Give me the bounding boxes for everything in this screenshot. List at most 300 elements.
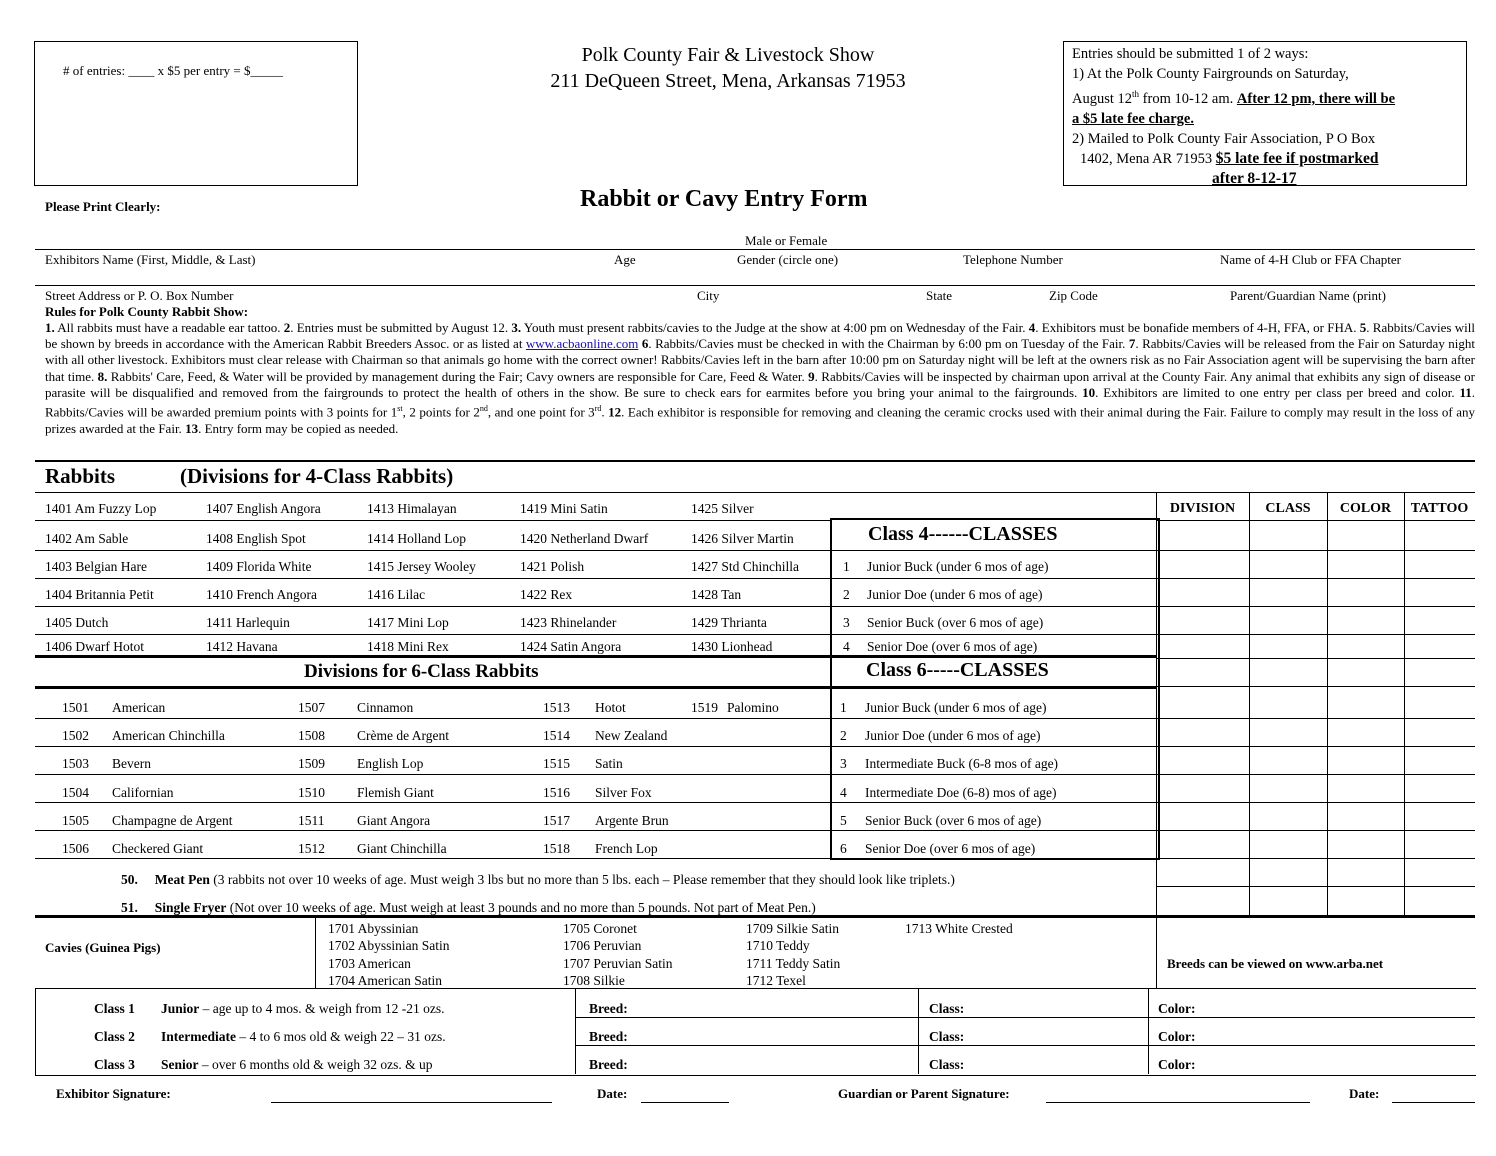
- entry-grid-cell[interactable]: [1157, 887, 1248, 914]
- grid-header-color: COLOR: [1339, 501, 1392, 516]
- six-class-row-rule: [35, 746, 830, 747]
- fair-address: 211 DeQueen Street, Mena, Arkansas 71953: [550, 70, 906, 92]
- single-fryer-name: Single Fryer: [154, 900, 227, 915]
- rules-text-part: All rabbits must have a readable ear tattoo.: [54, 320, 284, 335]
- class4-row-rule: [830, 634, 1156, 635]
- cavy-class-desc-row: [161, 1029, 446, 1045]
- breed-row-rule: [35, 606, 830, 607]
- breed-6class-code: 1510: [298, 785, 325, 800]
- class6-heading: Class 6-----CLASSES: [866, 659, 1049, 681]
- male-female-option[interactable]: Male or Female: [745, 233, 828, 248]
- class4-row-rule: [830, 550, 1156, 551]
- class6-number: 6: [840, 841, 847, 856]
- entry-grid-cell[interactable]: [1157, 831, 1248, 857]
- breed-4class: 1404 Britannia Petit: [45, 587, 154, 602]
- breed-6class-name: Champagne de Argent: [112, 813, 233, 828]
- rules-text-part: . Entry form may be copied as needed.: [198, 420, 399, 436]
- cavy-class-desc-row: [161, 1001, 444, 1017]
- breed-6class-code: 1508: [298, 728, 325, 743]
- breed-4class: 1414 Holland Lop: [367, 531, 466, 546]
- entry-grid-cell[interactable]: [1250, 687, 1326, 717]
- class6-label: Intermediate Doe (6-8) mos of age): [865, 785, 1057, 800]
- breed-6class-code: 1503: [62, 756, 89, 771]
- breed-row-rule: [35, 550, 830, 551]
- meat-pen-desc: (3 rabbits not over 10 weeks of age. Must weigh 3 lbs but no more than 5 lbs. each – Please remember that they should look like triplets.): [209, 872, 955, 887]
- class6-number: 4: [840, 785, 847, 800]
- date1-line[interactable]: [641, 1102, 729, 1103]
- submission-way2-a: 2) Mailed to Polk County Fair Association, P O Box: [1072, 130, 1376, 147]
- breed-6class-code: 1518: [543, 841, 570, 856]
- field-telephone[interactable]: Telephone Number: [963, 252, 1063, 267]
- breed-4class: 1411 Harlequin: [206, 615, 290, 630]
- rules-text-part: . Rabbits/Cavies will be released from the Fair on Saturday night with all other livestock. Exhibitors must clear release with Chairman so that animals go home with the correct owner! Rabbits/Cavies left in the barn after 10:00 pm on Saturday night will be left at the owners risk as no Fair Association agent will be supervising the barn after that time.: [45, 336, 1475, 384]
- cavy-breed-field[interactable]: Breed:: [589, 1029, 628, 1044]
- breed-4class: 1409 Florida White: [206, 559, 312, 574]
- entry-grid-cell[interactable]: [1328, 859, 1403, 885]
- rules-text-part: 8.: [97, 368, 108, 384]
- submission-way1-date: August 12: [1072, 90, 1133, 107]
- field-city[interactable]: City: [697, 288, 720, 303]
- rules-text-part: Youth must present rabbits/cavies to the Judge at the show at 4:00 pm on Wednesday of the Fair.: [521, 320, 1029, 335]
- cavy-class-divider-1: [575, 988, 576, 1074]
- date2-line[interactable]: [1392, 1102, 1475, 1103]
- submission-way1-b: [1072, 84, 1460, 109]
- entry-grid-cell[interactable]: [1157, 521, 1248, 549]
- entry-grid-cell[interactable]: [1328, 887, 1403, 914]
- cavy-color-field[interactable]: Color:: [1158, 1029, 1196, 1044]
- grid-header-division: DIVISION: [1169, 501, 1236, 516]
- entry-grid-cell[interactable]: [1250, 607, 1326, 633]
- entry-grid-cell[interactable]: [1328, 579, 1403, 605]
- breed-6class-code: 1509: [298, 756, 325, 771]
- cavy-breed: 1710 Teddy: [746, 938, 810, 954]
- breed-6class-name: Californian: [112, 785, 174, 800]
- cavy-class-divider-3: [1148, 988, 1149, 1074]
- field-state[interactable]: State: [926, 288, 952, 303]
- breed-4class: 1415 Jersey Wooley: [367, 559, 476, 574]
- submission-way2-b: [1072, 149, 1460, 169]
- rules-text-part: . Each exhibitor is responsible for removing and cleaning the ceramic crocks used with their animal during the Fair. Failure to comply may result in the loss of any prizes awarded at the Fair.: [45, 404, 1476, 436]
- rules-text-part: . Rabbits/Cavies must be checked in with the Chairman by 6:00 pm on Tuesday of the Fair.: [648, 336, 1129, 352]
- rabbits-heading: Rabbits: [45, 464, 116, 488]
- submission-way1-time: from 10-12 am.: [1139, 90, 1237, 107]
- rules-text-part: rd: [594, 404, 602, 414]
- date2-label: Date:: [1349, 1086, 1380, 1101]
- six-class-row-rule: [35, 802, 830, 803]
- class6-row-rule: [830, 774, 1156, 775]
- rules-text-part: 2: [283, 320, 291, 335]
- breed-4class: 1408 English Spot: [206, 531, 306, 546]
- cavy-breeds-note: Breeds can be viewed on www.arba.net: [1167, 956, 1384, 971]
- entry-grid-cell[interactable]: [1328, 803, 1403, 829]
- class6-number: 3: [840, 756, 847, 771]
- four-class-heading: (Divisions for 4-Class Rabbits): [180, 464, 454, 488]
- breed-4class: 1422 Rex: [520, 587, 573, 602]
- rules-text-part: . Rabbits/Cavies will be awarded premium points with 3 points for 1: [45, 384, 1476, 420]
- cavy-breed: 1706 Peruvian: [563, 938, 642, 954]
- breed-6class-name: Satin: [595, 756, 623, 771]
- entry-grid-cell[interactable]: [1328, 521, 1403, 549]
- entry-grid-cell[interactable]: [1250, 859, 1326, 885]
- entry-grid-cell[interactable]: [1405, 659, 1474, 685]
- class4-number: 3: [843, 615, 850, 630]
- breed-6class-name: American Chinchilla: [112, 728, 225, 743]
- entry-grid-cell[interactable]: [1328, 607, 1403, 633]
- class4-number: 4: [843, 639, 850, 654]
- breed-6class-name: Silver Fox: [595, 785, 652, 800]
- breed-6class-name: Checkered Giant: [112, 841, 204, 856]
- entry-grid-cell[interactable]: [1328, 775, 1403, 801]
- cavy-breed: 1713 White Crested: [905, 921, 1013, 936]
- class6-number: 2: [840, 728, 847, 743]
- breed-4class: 1413 Himalayan: [367, 501, 457, 516]
- class6-number: 1: [840, 700, 847, 715]
- breed-4class: 1430 Lionhead: [691, 639, 773, 654]
- breed-4class: 1401 Am Fuzzy Lop: [45, 501, 157, 516]
- class4-label: Senior Doe (over 6 mos of age): [867, 639, 1038, 654]
- print-clearly: Please Print Clearly:: [45, 199, 161, 214]
- entry-grid-cell[interactable]: [1157, 687, 1248, 717]
- meat-pen-number: 50.: [121, 872, 138, 887]
- cavy-breed: 1702 Abyssinian Satin: [328, 938, 450, 954]
- cavy-class-number: Class 1: [94, 1001, 135, 1016]
- rules-text-part: 4: [1028, 320, 1036, 335]
- entry-grid-cell[interactable]: [1328, 747, 1403, 773]
- entry-grid-cell[interactable]: [1405, 831, 1474, 857]
- meat-pen-name: Meat Pen: [154, 872, 210, 887]
- breed-6class-code: 1516: [543, 785, 570, 800]
- rabbits-top-rule: [35, 460, 1475, 462]
- class4-row-rule: [830, 578, 1156, 579]
- field-exhibitor-name[interactable]: Exhibitors Name (First, Middle, & Last): [45, 252, 256, 267]
- exhibitor-signature-label: Exhibitor Signature:: [56, 1086, 171, 1101]
- entry-grid-cell[interactable]: [1250, 579, 1326, 605]
- submission-info: [1072, 44, 1460, 189]
- exhibitor-signature-line[interactable]: [271, 1102, 552, 1103]
- guardian-signature-line[interactable]: [1046, 1102, 1310, 1103]
- class6-number: 5: [840, 813, 847, 828]
- cavy-breed: 1712 Texel: [746, 972, 806, 988]
- breed-4class: 1421 Polish: [520, 559, 585, 574]
- breed-row-rule: [35, 520, 830, 521]
- breed-6class-code: 1507: [298, 700, 325, 715]
- breed-4class: 1420 Netherland Dwarf: [520, 531, 649, 546]
- six-class-row-rule: [35, 830, 830, 831]
- form-title: Rabbit or Cavy Entry Form: [580, 186, 868, 212]
- cavy-class-desc: – age up to 4 mos. & weigh from 12 -21 ozs.: [199, 1001, 445, 1016]
- entry-grid-cell[interactable]: [1250, 521, 1326, 549]
- entry-grid-cell[interactable]: [1157, 607, 1248, 633]
- cavy-breed: 1709 Silkie Satin: [746, 921, 840, 936]
- breed-4class: 1406 Dwarf Hotot: [45, 639, 144, 654]
- submission-way1-sup: th: [1132, 89, 1140, 99]
- entry-grid-cell[interactable]: [1405, 803, 1474, 829]
- class4-heading: Class 4------CLASSES: [868, 523, 1058, 545]
- breed-4class: 1418 Mini Rex: [367, 639, 449, 654]
- breed-6class-code: 1502: [62, 728, 89, 743]
- breed-6class-code: 1504: [62, 785, 89, 800]
- rules-text-part: . Rabbits/Cavies will be shown by breeds in accordance with the American Rabbit Breeders Assoc. or as listed at: [45, 320, 1475, 352]
- single-fryer-row: [121, 900, 816, 916]
- field-parent-name[interactable]: Parent/Guardian Name (print): [1230, 288, 1386, 303]
- class6-row-rule: [830, 830, 1156, 831]
- rules-text-part: . Exhibitors must be bonafide members of 4-H, FFA, or FHA.: [1035, 320, 1360, 335]
- grid-header-tattoo: TATTOO: [1410, 501, 1469, 516]
- entry-grid-cell[interactable]: [1405, 887, 1474, 914]
- breed-4class: 1405 Dutch: [45, 615, 109, 630]
- six-class-bottom-rule: [35, 858, 1156, 859]
- entry-grid-cell[interactable]: [1405, 719, 1474, 745]
- entry-grid-cell[interactable]: [1328, 687, 1403, 717]
- cavy-class-row-rule: [575, 1017, 1475, 1018]
- entry-grid-cell[interactable]: [1328, 659, 1403, 685]
- cavy-breed: 1701 Abyssinian: [328, 921, 419, 936]
- breed-6class-name: Cinnamon: [357, 700, 414, 715]
- breed-6class-name: American: [112, 700, 166, 715]
- class4-number: 1: [843, 559, 850, 574]
- entry-grid-cell[interactable]: [1157, 659, 1248, 685]
- cavy-breed-field[interactable]: Breed:: [589, 1057, 628, 1072]
- class6-row-rule: [830, 802, 1156, 803]
- class4-number: 2: [843, 587, 850, 602]
- breed-4class: 1424 Satin Angora: [520, 639, 622, 654]
- entry-grid-cell[interactable]: [1157, 579, 1248, 605]
- entry-grid-cell[interactable]: [1250, 635, 1326, 657]
- six-class-heading: Divisions for 6-Class Rabbits: [304, 661, 539, 682]
- submission-po-box: 1402, Mena AR 71953: [1080, 150, 1216, 167]
- cavy-class-divider-2: [918, 988, 919, 1074]
- entry-grid-cell[interactable]: [1405, 747, 1474, 773]
- cavy-class-desc: – 4 to 6 mos old & weigh 22 – 31 ozs.: [235, 1029, 446, 1044]
- breed-4class: 1410 French Angora: [206, 587, 317, 602]
- rules-text-part: 12: [608, 404, 622, 420]
- cavy-class-desc: – over 6 months old & weigh 32 ozs. & up: [198, 1057, 433, 1072]
- breed-6class-code: 1501: [62, 700, 89, 715]
- entry-grid-cell[interactable]: [1328, 831, 1403, 857]
- entry-grid-cell[interactable]: [1328, 719, 1403, 745]
- submission-intro: Entries should be submitted 1 of 2 ways:: [1072, 46, 1309, 62]
- breed-4class: 1423 Rhinelander: [520, 615, 617, 630]
- breed-4class: 1402 Am Sable: [45, 531, 129, 546]
- single-fryer-number: 51.: [121, 900, 138, 915]
- cavies-divider-left: [315, 918, 316, 988]
- breed-4class: 1429 Thrianta: [691, 615, 767, 630]
- grid-header-class: CLASS: [1265, 501, 1311, 516]
- cavy-class-field[interactable]: Class:: [929, 1001, 965, 1016]
- cavy-class-name: Junior: [161, 1001, 200, 1016]
- breed-4class: 1419 Mini Satin: [520, 501, 608, 516]
- entry-grid-cell[interactable]: [1157, 859, 1248, 885]
- submission-late-fee-2b: after 8-12-17: [1212, 169, 1297, 187]
- breed-6class-code: 1519: [691, 700, 718, 715]
- cavy-breed: 1707 Peruvian Satin: [563, 955, 673, 971]
- field-street-address[interactable]: Street Address or P. O. Box Number: [45, 288, 234, 303]
- field-zip[interactable]: Zip Code: [1049, 288, 1098, 303]
- class6-row-rule: [830, 718, 1156, 719]
- cavy-breed: 1705 Coronet: [563, 921, 637, 936]
- submission-late-fee-1b: a $5 late fee charge.: [1072, 110, 1194, 127]
- rules-text-part: 7: [1128, 336, 1136, 352]
- rules-text-part: 10: [1082, 384, 1096, 400]
- entry-grid-cell[interactable]: [1405, 687, 1474, 717]
- class4-label: Junior Buck (under 6 mos of age): [867, 559, 1049, 574]
- cavy-class-desc-row: [161, 1057, 433, 1073]
- entry-grid-cell[interactable]: [1157, 551, 1248, 577]
- entry-grid-cell[interactable]: [1250, 659, 1326, 685]
- breed-6class-code: 1506: [62, 841, 89, 856]
- breed-6class-code: 1513: [543, 700, 570, 715]
- entry-grid-cell[interactable]: [1405, 859, 1474, 885]
- class6-label: Intermediate Buck (6-8 mos of age): [865, 756, 1059, 771]
- meat-pen-row: [121, 872, 955, 888]
- entry-grid-cell[interactable]: [1328, 551, 1403, 577]
- rules-text-part: . Entries must be submitted by August 12.: [290, 320, 512, 335]
- rules-text-part: 9: [808, 368, 815, 384]
- six-class-row-rule: [35, 718, 830, 719]
- cavies-heading: Cavies (Guinea Pigs): [45, 940, 161, 955]
- breed-4class: 1427 Std Chinchilla: [691, 559, 799, 574]
- rules-body: [45, 320, 1475, 437]
- breed-6class-code: 1511: [298, 813, 325, 828]
- cavy-breed-field[interactable]: Breed:: [589, 1001, 628, 1016]
- cavy-class-row-rule: [575, 1045, 1475, 1046]
- rules-text-part: 6: [641, 336, 649, 352]
- class6-label: Junior Doe (under 6 mos of age): [865, 728, 1041, 743]
- cavy-class-name: Intermediate: [161, 1029, 236, 1044]
- breed-row-rule: [35, 578, 830, 579]
- entry-grid-cell[interactable]: [1250, 803, 1326, 829]
- field-age[interactable]: Age: [614, 252, 636, 267]
- exhibitor-line-1: [35, 249, 1475, 250]
- class4-label: Senior Buck (over 6 mos of age): [867, 615, 1044, 630]
- breed-row-rule: [35, 634, 830, 635]
- breed-6class-name: Bevern: [112, 756, 151, 771]
- rules-text-part: 13: [185, 420, 199, 436]
- submission-late-fee-2: $5 late fee if postmarked: [1215, 149, 1379, 167]
- single-fryer-desc: (Not over 10 weeks of age. Must weigh at least 3 pounds and no more than 5 pounds. Not part of Meat Pen.): [226, 900, 816, 915]
- cavy-class-number: Class 2: [94, 1029, 135, 1044]
- cavy-breed: 1708 Silkie: [563, 972, 625, 988]
- entry-count-label[interactable]: # of entries: ____ x $5 per entry = $_____: [63, 63, 283, 78]
- breed-4class: 1425 Silver: [691, 501, 754, 516]
- entry-grid-cell[interactable]: [1157, 719, 1248, 745]
- class6-label: Junior Buck (under 6 mos of age): [865, 700, 1047, 715]
- rules-text-part: . Rabbits/Cavies will be inspected by chairman upon arrival at the County Fair. Any animal that exhibits any sign of disease or parasite will be disqualified and removed from the fairgrounds to protect the health of others in the show. Be sure to check ears for earmites before you bring your animal to the fairgrounds.: [45, 368, 1475, 400]
- breed-4class: 1428 Tan: [691, 587, 742, 602]
- class6-label: Senior Doe (over 6 mos of age): [865, 841, 1036, 856]
- breed-6class-code: 1505: [62, 813, 89, 828]
- breed-4class: 1403 Belgian Hare: [45, 559, 147, 574]
- breed-6class-name: Flemish Giant: [357, 785, 434, 800]
- rules-text-part: . Exhibitors are limited to one entry per class per breed and color.: [1095, 384, 1460, 400]
- entry-grid-cell[interactable]: [1250, 887, 1326, 914]
- cavy-breed: 1711 Teddy Satin: [746, 955, 841, 971]
- breed-4class: 1417 Mini Lop: [367, 615, 449, 630]
- breed-4class: 1412 Havana: [206, 639, 278, 654]
- entry-grid-cell[interactable]: [1405, 635, 1474, 657]
- submission-late-fee-1: After 12 pm, there will be: [1236, 90, 1396, 107]
- cavy-class-field[interactable]: Class:: [929, 1057, 965, 1072]
- submission-way1-a: 1) At the Polk County Fairgrounds on Saturday,: [1072, 66, 1349, 82]
- rules-text-part: , 2 points for 2: [402, 404, 480, 420]
- breed-6class-name: Hotot: [595, 700, 626, 715]
- breed-4class: 1407 English Angora: [206, 501, 321, 516]
- exhibitor-line-2: [35, 285, 1475, 286]
- date1-label: Date:: [597, 1086, 628, 1101]
- breed-6class-name: New Zealand: [595, 728, 668, 743]
- entry-grid-cell[interactable]: [1250, 747, 1326, 773]
- entry-grid-cell[interactable]: [1328, 635, 1403, 657]
- acba-link[interactable]: www.acbaonline.com: [525, 336, 639, 352]
- breed-6class-name: Crème de Argent: [357, 728, 449, 743]
- six-class-row-rule: [35, 774, 830, 775]
- field-club[interactable]: Name of 4-H Club or FFA Chapter: [1220, 252, 1402, 267]
- rules-text-part: 1.: [45, 320, 55, 335]
- breed-6class-name: Palomino: [727, 700, 779, 715]
- rules-text-part: 5: [1359, 320, 1367, 335]
- entry-grid-cell[interactable]: [1157, 803, 1248, 829]
- rules-text-part: .: [601, 404, 609, 420]
- cavy-color-field[interactable]: Color:: [1158, 1057, 1196, 1072]
- entry-grid-cell[interactable]: [1405, 521, 1474, 549]
- cavy-class-field[interactable]: Class:: [929, 1029, 965, 1044]
- cavy-breed: 1704 American Satin: [328, 972, 442, 988]
- breed-6class-name: Argente Brun: [595, 813, 669, 828]
- breed-6class-code: 1515: [543, 756, 570, 771]
- guardian-signature-label: Guardian or Parent Signature:: [838, 1086, 1010, 1101]
- entry-grid-cell[interactable]: [1405, 775, 1474, 801]
- entry-grid-cell[interactable]: [1250, 719, 1326, 745]
- entry-grid-row-line: [1156, 492, 1475, 493]
- class4-label: Junior Doe (under 6 mos of age): [867, 587, 1043, 602]
- cavy-breed: 1703 American: [328, 955, 411, 971]
- entry-grid-cell[interactable]: [1250, 831, 1326, 857]
- rules-text-part: nd: [479, 404, 488, 414]
- breed-6class-name: Giant Chinchilla: [357, 841, 447, 856]
- breed-6class-name: Giant Angora: [357, 813, 431, 828]
- cavy-class-number: Class 3: [94, 1057, 135, 1072]
- field-gender[interactable]: Gender (circle one): [737, 252, 839, 267]
- entry-grid-cell[interactable]: [1250, 551, 1326, 577]
- rules-text-part: st: [397, 404, 403, 414]
- breed-6class-code: 1517: [543, 813, 570, 828]
- rules-text-part: , and one point for 3: [487, 404, 595, 420]
- breed-6class-name: French Lop: [595, 841, 658, 856]
- rules-heading: Rules for Polk County Rabbit Show:: [45, 304, 249, 319]
- class6-row-rule: [830, 746, 1156, 747]
- entry-grid-cell[interactable]: [1157, 747, 1248, 773]
- cavies-divider-right: [1156, 918, 1157, 988]
- breed-6class-code: 1514: [543, 728, 570, 743]
- breed-4class: 1426 Silver Martin: [691, 531, 794, 546]
- cavy-color-field[interactable]: Color:: [1158, 1001, 1196, 1016]
- entry-grid-cell[interactable]: [1405, 579, 1474, 605]
- entry-grid-cell[interactable]: [1405, 607, 1474, 633]
- cavy-class-name: Senior: [161, 1057, 199, 1072]
- class4-row-rule: [830, 606, 1156, 607]
- fair-name: Polk County Fair & Livestock Show: [581, 44, 875, 66]
- rules-text-part: 3.: [511, 320, 522, 335]
- rules-text-part: Rabbits' Care, Feed, & Water will be provided by management during the Fair; Cavy owners are responsible for Care, Feed & Water.: [107, 368, 809, 384]
- breed-6class-code: 1512: [298, 841, 325, 856]
- class6-label: Senior Buck (over 6 mos of age): [865, 813, 1042, 828]
- entry-grid-cell[interactable]: [1405, 551, 1474, 577]
- entry-grid-cell[interactable]: [1250, 775, 1326, 801]
- rules-text-part: 11: [1459, 384, 1472, 400]
- entry-grid-cell[interactable]: [1157, 635, 1248, 657]
- entry-grid-row-line: [1156, 915, 1475, 916]
- entry-grid-cell[interactable]: [1157, 775, 1248, 801]
